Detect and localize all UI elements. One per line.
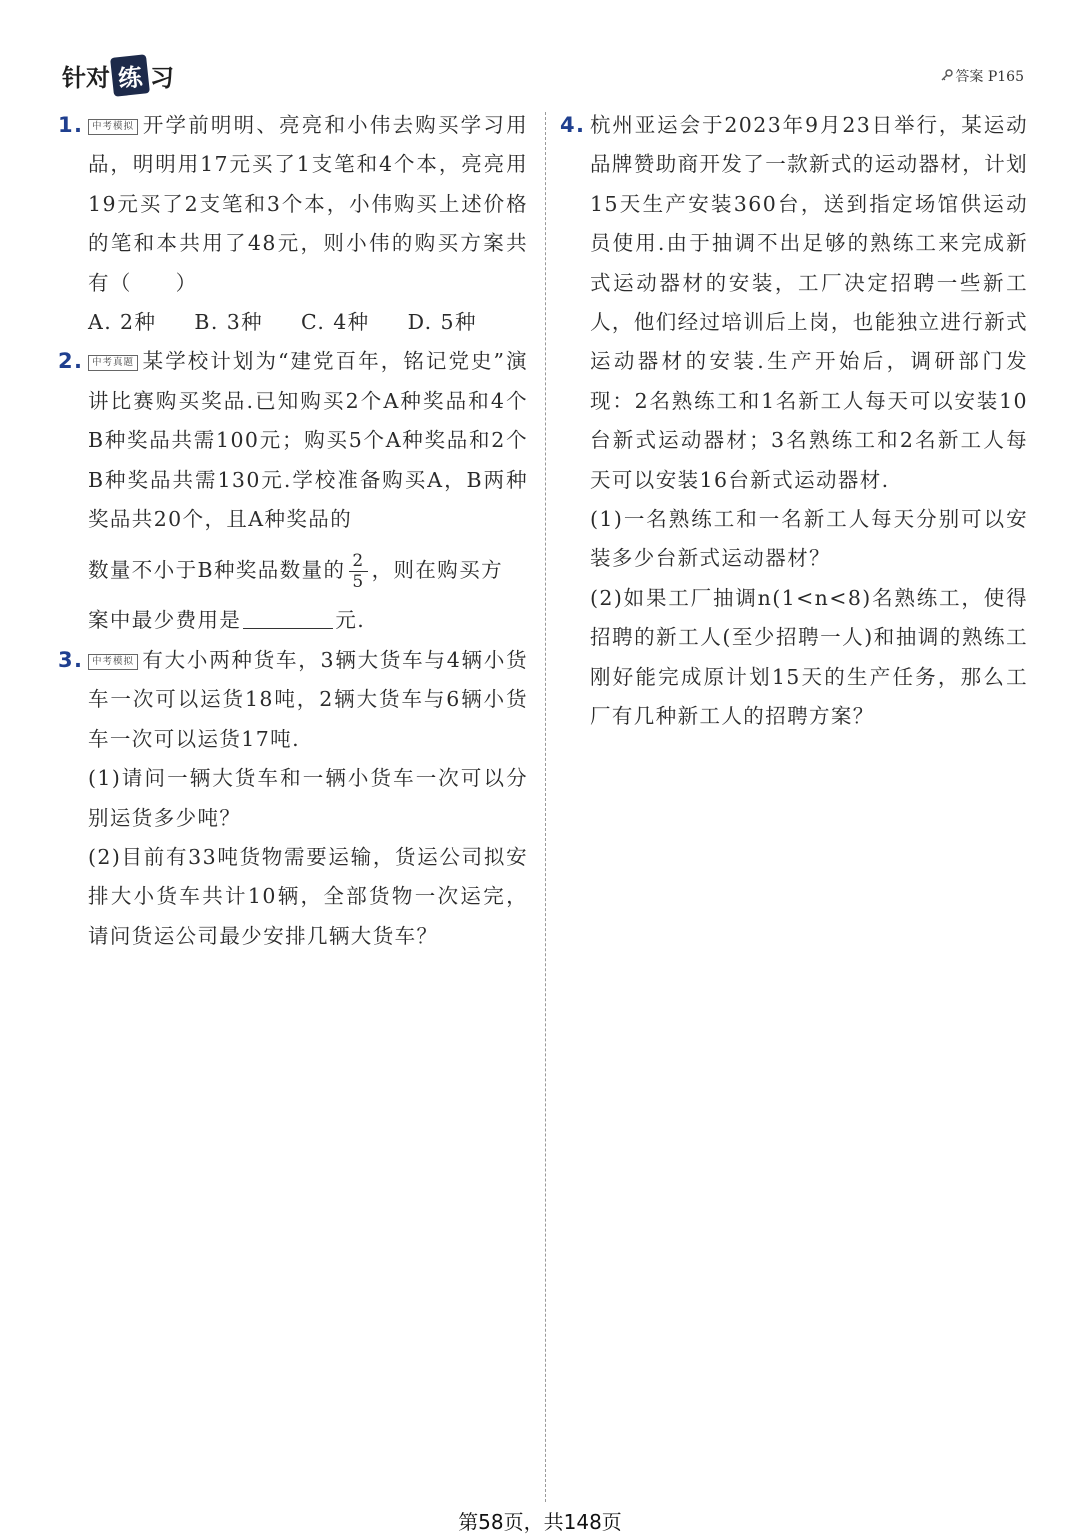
left-column — [58, 106, 528, 956]
answer-blank[interactable] — [243, 604, 333, 629]
section-title-suffix: 习 — [150, 64, 174, 92]
question-2 — [58, 342, 528, 640]
right-column — [560, 106, 1028, 737]
question-body: 杭州亚运会于2023年9月23日举行，某运动品牌赞助商开发了一款新式的运动器材，计划15天生产安装360台，送到指定场馆供运动员使用.由于抽调不出足够的熟练工来完成新式运动器材的安装，工厂决定招聘一些新工人，他们经过培训后上岗，也能独立进行新式运动器材的安装.生产开始后，调研部门发现：2名熟练工和1名新工人每天可以安装10台新式运动器材；3名熟练工和2名新工人每天可以安装16台新式运动器材. — [590, 113, 1028, 492]
section-title-prefix: 针对 — [62, 64, 110, 92]
question-source-tag: 中考真题 — [88, 355, 138, 371]
question-number: 1. — [58, 113, 84, 137]
answer-reference-text: 答案 P165 — [955, 69, 1024, 85]
question-text — [88, 601, 528, 640]
question-number: 2. — [58, 349, 84, 374]
question-body: 数量不小于B种奖品数量的 — [88, 558, 346, 583]
question-number: 4. — [560, 113, 586, 137]
option-a: A. 2种 — [88, 310, 157, 335]
question-4 — [560, 106, 1028, 737]
section-title-badge: 练 — [110, 54, 150, 97]
page-indicator: 第58页，共148页 — [458, 1510, 622, 1534]
question-body: 某学校计划为“建党百年，铭记党史”演讲比赛购买奖品.已知购买2个A种奖品和4个B种奖品共需100元；购买5个A种奖品和2个B种奖品共需130元.学校准备购买A，B两种奖品共20个，且A种奖品的 — [88, 349, 528, 532]
question-text — [88, 641, 528, 759]
question-part-1: (1)一名熟练工和一名新工人每天分别可以安装多少台新式运动器材？ — [590, 507, 1028, 571]
question-part-2: (2)目前有33吨货物需要运输，货运公司拟安排大小货车共计10辆，全部货物一次运完，请问货运公司最少安排几辆大货车？ — [88, 844, 528, 948]
answer-options — [88, 303, 528, 342]
question-1 — [58, 106, 528, 342]
question-part-1: (1)请问一辆大货车和一辆小货车一次可以分别运货多少吨？ — [88, 766, 528, 830]
question-body: 有大小两种货车，3辆大货车与4辆小货车一次可以运货18吨，2辆大货车与6辆小货车一次可以运货17吨. — [88, 647, 528, 751]
fraction-numerator: 2 — [349, 551, 367, 572]
question-source-tag: 中考模拟 — [88, 654, 138, 670]
question-body: 开学前明明、亮亮和小伟去购买学习用品，明明用17元买了1支笔和4个本，亮亮用19元买了2支笔和3个本，小伟购买上述价格的笔和本共用了48元，则小伟的购买方案共有（ ） — [88, 113, 528, 295]
fraction — [349, 551, 367, 592]
question-text — [88, 342, 528, 539]
option-c: C. 4种 — [301, 310, 370, 335]
question-body: 元. — [335, 608, 366, 633]
key-icon — [941, 69, 953, 84]
option-b: B. 3种 — [194, 310, 264, 335]
section-title — [62, 56, 174, 95]
fraction-denominator: 5 — [352, 572, 365, 593]
question-body: ，则在购买方 — [371, 558, 503, 583]
column-divider — [545, 112, 546, 1502]
question-part-2: (2)如果工厂抽调n(1<n<8)名熟练工，使得招聘的新工人(至少招聘一人)和抽调的熟练工刚好能完成原计划15天的生产任务，那么工厂有几种新工人的招聘方案？ — [590, 585, 1028, 729]
question-number: 3. — [58, 647, 84, 672]
question-3 — [58, 641, 528, 956]
answer-reference — [941, 66, 1024, 86]
question-text — [88, 106, 528, 303]
question-source-tag: 中考模拟 — [88, 119, 138, 135]
question-body: 案中最少费用是 — [88, 608, 242, 633]
question-fraction-line — [88, 539, 528, 601]
option-d: D. 5种 — [407, 310, 477, 335]
